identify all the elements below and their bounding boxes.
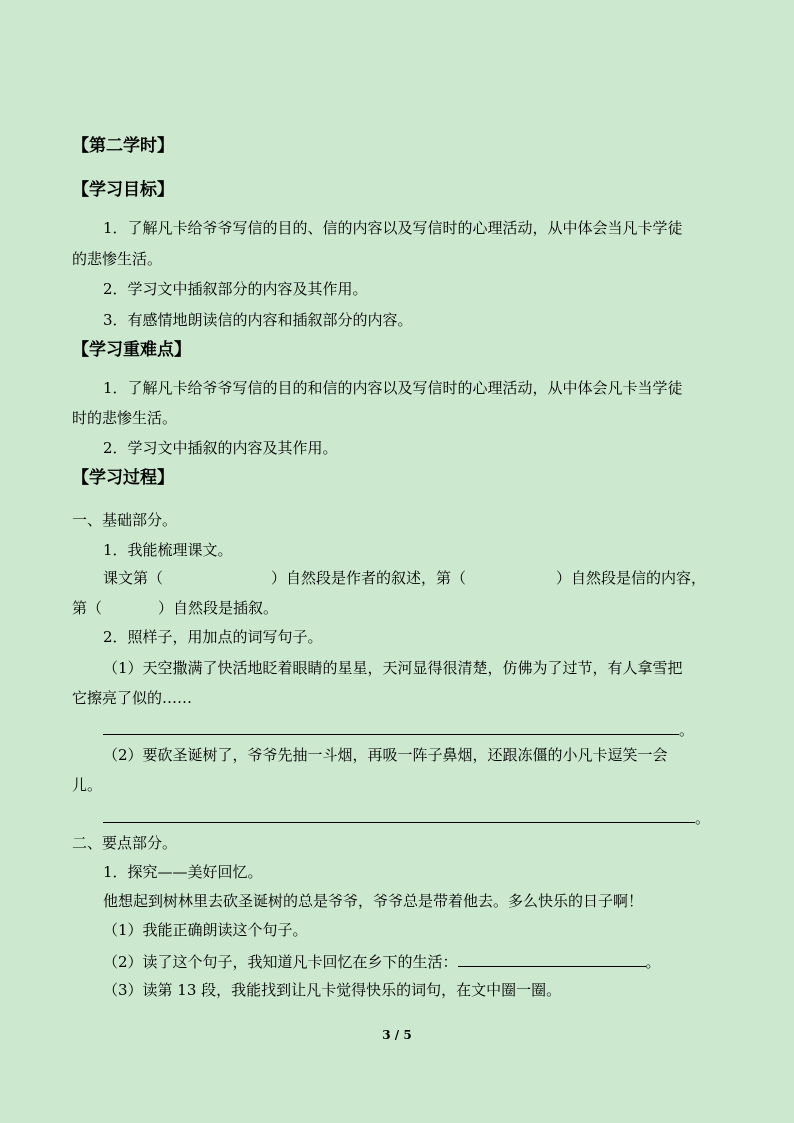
heading-learning-goals: 【学习目标】 <box>72 180 174 200</box>
heading-key-points: 【学习重难点】 <box>72 340 191 360</box>
example-1-line-2: 它擦亮了似的…… <box>72 689 193 707</box>
example-2-line-2: 儿。 <box>72 776 103 794</box>
goal-1-line-2: 的悲惨生活。 <box>72 250 163 268</box>
task-outline-text: 1．我能梳理课文。 <box>103 541 233 559</box>
key-1-line-2: 时的悲惨生活。 <box>72 409 178 427</box>
answer-line-1-row <box>103 718 694 740</box>
question-2-row <box>103 950 661 972</box>
heading-learning-process: 【学习过程】 <box>72 468 174 488</box>
goal-2: 2．学习文中插叙部分的内容及其作用。 <box>103 280 368 298</box>
period: 。 <box>695 809 711 827</box>
text-fragment: ）自然段是信的内容， <box>556 569 707 587</box>
page-number: 3 / 5 <box>382 1028 412 1042</box>
task-sentence-heading: 2．照样子，用加点的词写句子。 <box>103 628 323 646</box>
task-outline-line-2 <box>72 598 278 618</box>
answer-line-1[interactable] <box>103 718 679 735</box>
goal-1-line-1: 1．了解凡卡给爷爷写信的目的、信的内容以及写信时的心理活动，从中体会当凡卡学徒 <box>103 219 683 237</box>
question-2: （2）读了这个句子，我知道凡卡回忆在乡下的生活： <box>103 953 458 971</box>
key-1-line-1: 1．了解凡卡给爷爷写信的目的和信的内容以及写信时的心理活动，从中体会凡卡当学徒 <box>103 379 683 397</box>
example-2-line-1: （2）要砍圣诞树了，爷爷先抽一斗烟，再吸一阵子鼻烟，还跟冻僵的小凡卡逗笑一会 <box>103 746 668 764</box>
section-basic: 一、基础部分。 <box>72 511 178 529</box>
answer-line-2[interactable] <box>103 806 695 823</box>
period: 。 <box>679 721 695 739</box>
example-1-line-1: （1）天空撒满了快活地眨着眼睛的星星，天河显得很清楚，仿佛为了过节，有人拿雪把 <box>103 659 683 677</box>
task-outline-line-1 <box>103 568 706 588</box>
section-key: 二、要点部分。 <box>72 834 178 852</box>
text-fragment: 第（ <box>72 599 103 617</box>
question-1: （1）我能正确朗读这个句子。 <box>103 921 308 939</box>
text-fragment: ）自然段是插叙。 <box>158 599 279 617</box>
answer-line-2-row <box>103 806 710 828</box>
goal-3: 3．有感情地朗读信的内容和插叙部分的内容。 <box>103 311 413 329</box>
key-2: 2．学习文中插叙的内容及其作用。 <box>103 439 338 457</box>
period: 。 <box>645 953 661 971</box>
heading-second-lesson: 【第二学时】 <box>72 136 174 156</box>
text-fragment: 课文第（ <box>103 569 164 587</box>
inquiry-heading: 1．探究——美好回忆。 <box>103 863 263 881</box>
question-3: （3）读第 13 段，我能找到让凡卡觉得快乐的词句，在文中圈一圈。 <box>103 981 562 999</box>
answer-line-3[interactable] <box>458 950 646 967</box>
text-fragment: ）自然段是作者的叙述，第（ <box>271 569 467 587</box>
quote-sentence: 他想起到树林里去砍圣诞树的总是爷爷，爷爷总是带着他去。多么快乐的日子啊！ <box>103 892 644 910</box>
